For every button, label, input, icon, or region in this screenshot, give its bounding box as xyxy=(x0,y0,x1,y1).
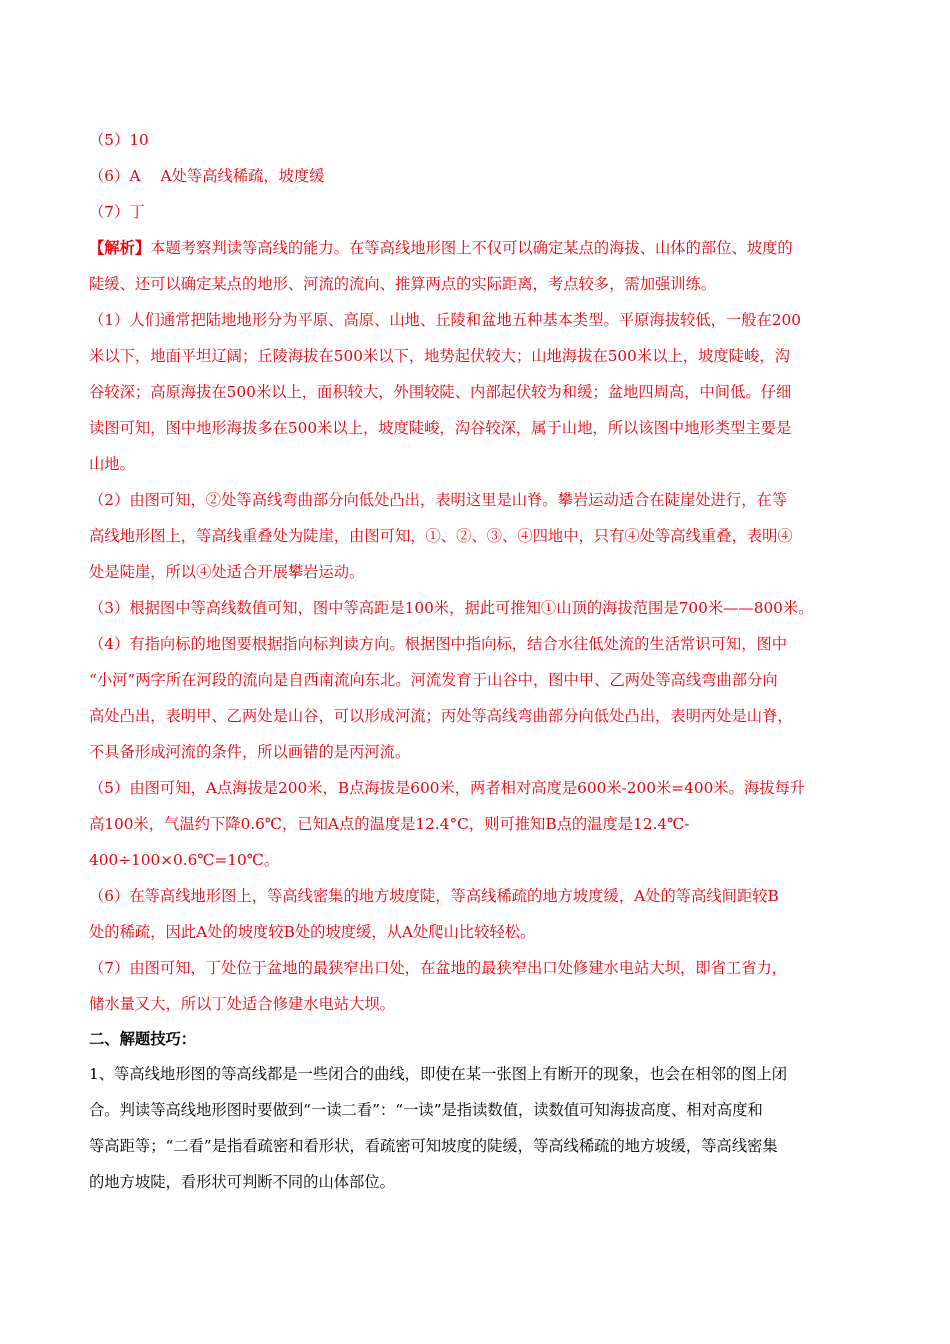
analysis-p5-line-2: 高100米，气温约下降0.6℃，已知A点的温度是12.4°C，则可推知B点的温度是12.4℃- xyxy=(89,815,690,833)
analysis-p1-line-3: 谷较深；高原海拔在500米以上，面积较大，外围较陡、内部起伏较为和缓；盆地四周高，中间低。仔细 xyxy=(89,383,792,401)
analysis-p4-line-2: “小河”两字所在河段的流向是自西南流向东北。河流发育于山谷中，图中甲、乙两处等高线弯曲部分向 xyxy=(89,671,778,689)
analysis-intro-line-2: 陡缓、还可以确定某点的地形、河流的流向、推算两点的实际距离，考点较多，需加强训练。 xyxy=(89,275,717,293)
analysis-p2-line-2: 高线地形图上，等高线重叠处为陡崖，由图可知，①、②、③、④四地中，只有④处等高线重叠，表明④ xyxy=(89,527,793,545)
analysis-p1-line-5: 山地。 xyxy=(89,455,135,473)
analysis-p4-line-4: 不具备形成河流的条件，所以画错的是丙河流。 xyxy=(89,743,411,761)
analysis-p2-line-3: 处是陡崖，所以④处适合开展攀岩运动。 xyxy=(89,563,365,581)
tip-1-line-4: 的地方坡陡，看形状可判断不同的山体部位。 xyxy=(89,1173,395,1191)
answer-6: （6）A A处等高线稀疏，坡度缓 xyxy=(89,167,325,185)
analysis-intro-text: 本题考察判读等高线的能力。在等高线地形图上不仅可以确定某点的海拔、山体的部位、坡度的 xyxy=(150,239,793,257)
analysis-p3-line-1: （3）根据图中等高线数值可知，图中等高距是100米，据此可推知①山顶的海拔范围是700米——800米。 xyxy=(89,599,814,617)
analysis-p5-line-1: （5）由图可知，A点海拔是200米，B点海拔是600米，两者相对高度是600米-200米=400米。海拔每升 xyxy=(89,779,806,797)
document-page xyxy=(89,122,864,1200)
analysis-p1-line-1: （1）人们通常把陆地地形分为平原、高原、山地、丘陵和盆地五种基本类型。平原海拔较低，一般在200 xyxy=(89,311,801,329)
tip-1-line-3: 等高距等；“二看”是指看疏密和看形状，看疏密可知坡度的陡缓，等高线稀疏的地方坡缓，等高线密集 xyxy=(89,1137,778,1155)
analysis-p5-line-3: 400÷100×0.6℃=10℃。 xyxy=(89,851,280,869)
analysis-intro-line-1 xyxy=(89,230,864,266)
tip-1-line-1: 1、等高线地形图的等高线都是一些闭合的曲线，即使在某一张图上有断开的现象，也会在相邻的图上闭 xyxy=(89,1065,788,1083)
answer-5: （5）10 xyxy=(89,131,149,149)
analysis-p1-line-2: 米以下，地面平坦辽阔；丘陵海拔在500米以下，地势起伏较大；山地海拔在500米以上，坡度陡峻，沟 xyxy=(89,347,790,365)
analysis-p7-line-1: （7）由图可知，丁处位于盆地的最狭窄出口处，在盆地的最狭窄出口处修建水电站大坝，即省工省力， xyxy=(89,959,788,977)
analysis-p4-line-1: （4）有指向标的地图要根据指向标判读方向。根据图中指向标，结合水往低处流的生活常识可知，图中 xyxy=(89,635,788,653)
tip-1-line-2: 合。判读等高线地形图时要做到“一读二看”：“一读”是指读数值，读数值可知海拔高度、相对高度和 xyxy=(89,1101,763,1119)
analysis-p4-line-3: 高处凸出，表明甲、乙两处是山谷，可以形成河流；丙处等高线弯曲部分向低处凸出，表明丙处是山脊， xyxy=(89,707,793,725)
answer-7: （7）丁 xyxy=(89,203,145,221)
analysis-p6-line-2: 处的稀疏，因此A处的坡度较B处的坡度缓，从A处爬山比较轻松。 xyxy=(89,923,536,941)
tips-heading: 二、解题技巧： xyxy=(89,1030,197,1048)
analysis-p1-line-4: 读图可知，图中地形海拔多在500米以上，坡度陡峻，沟谷较深，属于山地，所以该图中地形类型主要是 xyxy=(89,419,792,437)
analysis-p2-line-1: （2）由图可知，②处等高线弯曲部分向低处凸出，表明这里是山脊。攀岩运动适合在陡崖处进行，在等 xyxy=(89,491,788,509)
analysis-p6-line-1: （6）在等高线地形图上，等高线密集的地方坡度陡，等高线稀疏的地方坡度缓，A处的等高线间距较B xyxy=(89,887,779,905)
analysis-tag: 【解析】 xyxy=(89,239,151,257)
analysis-p7-line-2: 储水量又大，所以丁处适合修建水电站大坝。 xyxy=(89,995,395,1013)
